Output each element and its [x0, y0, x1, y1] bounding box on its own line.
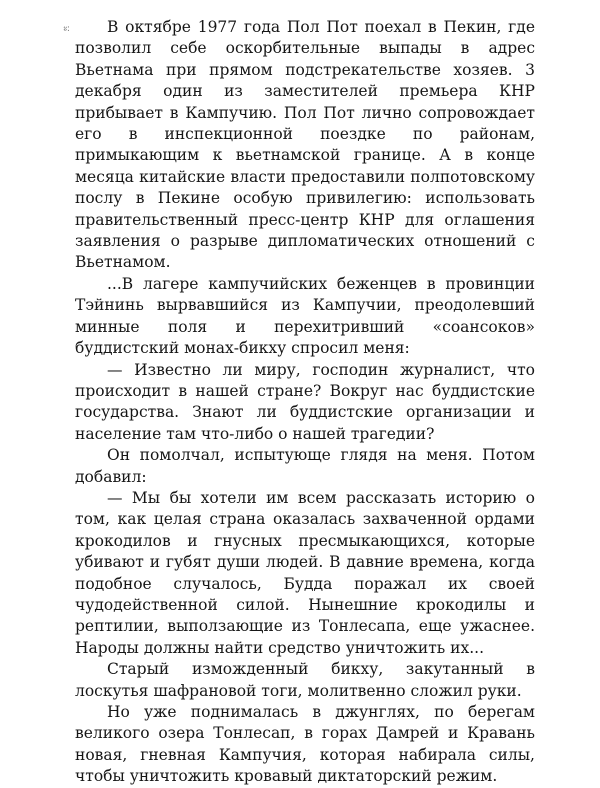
- paragraph-refugee-camp: ...В лагере кампучийских беженцев в провинции Тэйнинь вырвавшийся из Кампучии, преодолевший минные поля и перехитривший «соансоков» буддистский монах-бикху спросил меня:: [75, 274, 535, 358]
- paragraph-monk-story: — Мы бы хотели им всем рассказать историю о том, как целая страна оказалась захваченной ордами крокодилов и гнусных пресмыкающихся, которые убивают и губят души людей. В давние времена, когда подобное случалось, Будда поражал их своей чудодейственной силой. Нынешние крокодилы и рептилии, выползающие из Тонлесапа, еще ужаснее. Народы должны найти средство уничтожить их...: [75, 488, 535, 657]
- paragraph-new-kampuchea: Но уже поднималась в джунглях, по берегам великого озера Тонлесап, в горах Дамрей и Кравань новая, гневная Кампучия, которая набирала силы, чтобы уничтожить кровавый диктаторский режим.: [75, 703, 535, 786]
- page-text: [75, 17, 535, 788]
- paragraph-pause: Он помолчал, испытующе глядя на меня. Потом добавил:: [75, 446, 535, 486]
- paragraph-monk-question: — Известно ли миру, господин журналист, что происходит в нашей стране? Вокруг нас буддистские государства. Знают ли буддистские организации и население там что-либо о нашей трагедии?: [75, 360, 535, 443]
- margin-mark-icon: ะ:: [63, 24, 69, 34]
- paragraph-old-monk: Старый изможденный бикху, закутанный в лоскутья шафрановой тоги, молитвенно сложил руки.: [75, 660, 535, 700]
- paragraph-peking-trip: В октябре 1977 года Пол Пот поехал в Пекин, где позволил себе оскорбительные выпады в адрес Вьетнама при прямом подстрекательстве хозяев. 3 декабря один из заместителей премьера КНР прибывает в Кампучию. Пол Пот лично сопровождает его в инспекционной поездке по районам, примыкающим к вьетнамской границе. А в конце месяца китайские власти предоставили полпотовскому послу в Пекине особую привилегию: использовать правительственный пресс-центр КНР для оглашения заявления о разрыве дипломатических отношений с Вьетнамом.: [75, 18, 535, 272]
